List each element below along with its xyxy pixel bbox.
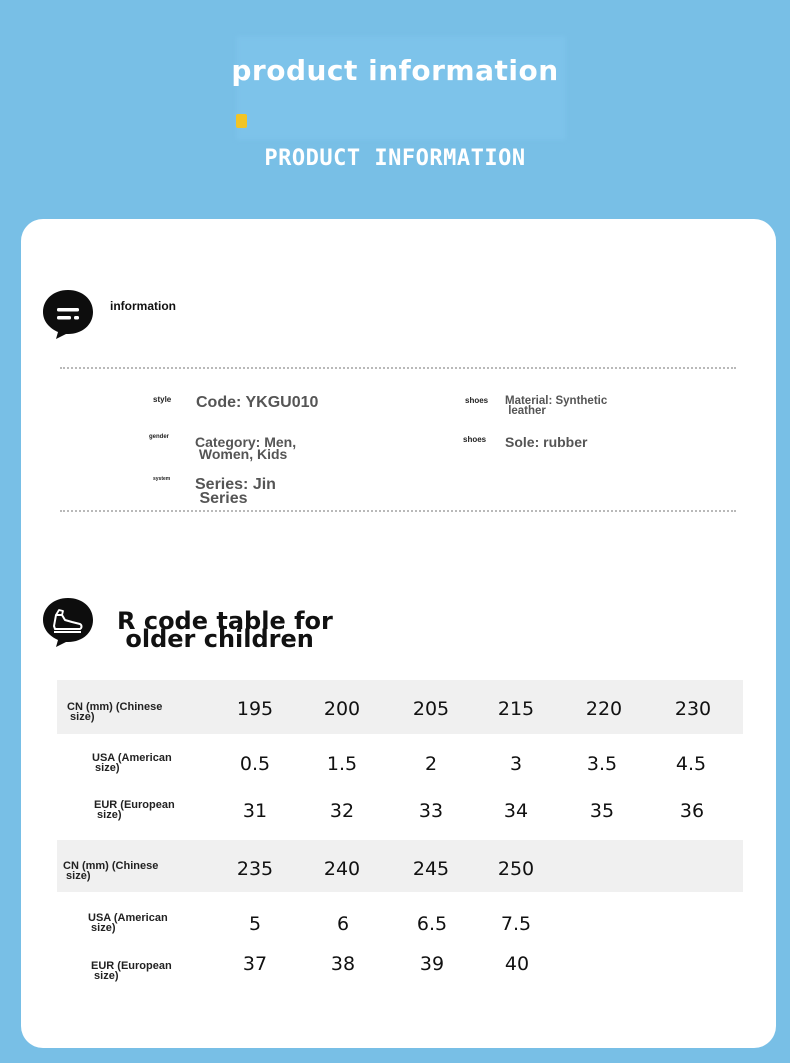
info-key-shoes-sole: shoes — [463, 435, 487, 444]
page-title: product information — [231, 54, 559, 87]
row-label-usa: USA (American size) — [92, 752, 172, 774]
info-value-sole: Sole: rubber — [505, 434, 588, 450]
table-cell: 250 — [497, 858, 535, 880]
info-key-gender: gender — [149, 434, 170, 440]
table-cell: 36 — [679, 800, 705, 822]
accent-square — [236, 114, 247, 128]
table-cell: 32 — [329, 800, 355, 822]
table-cell: 205 — [412, 698, 450, 720]
table-cell: 40 — [504, 953, 530, 975]
info-value-code: Code: YKGU010 — [196, 394, 319, 411]
info-value-series: Series: Jin Series — [195, 476, 276, 507]
table-cell: 195 — [236, 698, 274, 720]
info-value-category: Category: Men, Women, Kids — [195, 434, 297, 462]
row-label-eur: EUR (European size) — [94, 799, 175, 821]
chat-bubble-icon — [42, 288, 94, 340]
table-cell: 200 — [323, 698, 361, 720]
header-glow — [236, 36, 566, 140]
table-cell: 230 — [674, 698, 712, 720]
table-cell: 35 — [589, 800, 615, 822]
table-cell: 3.5 — [586, 753, 618, 775]
table-cell: 34 — [503, 800, 529, 822]
table-cell: 245 — [412, 858, 450, 880]
info-value-material: Material: Synthetic leather — [505, 395, 608, 418]
table-cell: 6 — [336, 913, 350, 935]
divider-bottom — [60, 510, 736, 512]
table-cell: 5 — [248, 913, 262, 935]
row-label-eur: EUR (European size) — [91, 960, 172, 982]
table-cell: 215 — [497, 698, 535, 720]
table-cell: 4.5 — [675, 753, 707, 775]
table-cell: 3 — [509, 753, 523, 775]
table-cell: 37 — [242, 953, 268, 975]
table-cell: 33 — [418, 800, 444, 822]
row-label-usa: USA (American size) — [88, 912, 168, 934]
table-cell: 1.5 — [326, 753, 358, 775]
table-cell: 0.5 — [239, 753, 271, 775]
table-cell: 7.5 — [500, 913, 532, 935]
table-cell: 220 — [585, 698, 623, 720]
info-key-system: system — [153, 476, 171, 482]
table-cell: 2 — [424, 753, 438, 775]
section-label-information: information — [110, 299, 176, 313]
row-label-cn: CN (mm) (Chinese size) — [67, 701, 163, 723]
table-cell: 240 — [323, 858, 361, 880]
table-cell: 6.5 — [416, 913, 448, 935]
info-key-shoes-material: shoes — [465, 396, 489, 405]
table-cell: 39 — [419, 953, 445, 975]
info-key-style: style — [153, 395, 172, 404]
size-table-title: R code table for older children — [117, 607, 333, 653]
table-cell: 38 — [330, 953, 356, 975]
row-label-cn: CN (mm) (Chinese size) — [63, 860, 159, 882]
table-cell: 31 — [242, 800, 268, 822]
divider-top — [60, 367, 736, 369]
sneaker-bubble-icon — [42, 596, 94, 648]
table-cell: 235 — [236, 858, 274, 880]
table-b-band — [57, 840, 743, 892]
page-subtitle: PRODUCT INFORMATION — [264, 146, 526, 171]
